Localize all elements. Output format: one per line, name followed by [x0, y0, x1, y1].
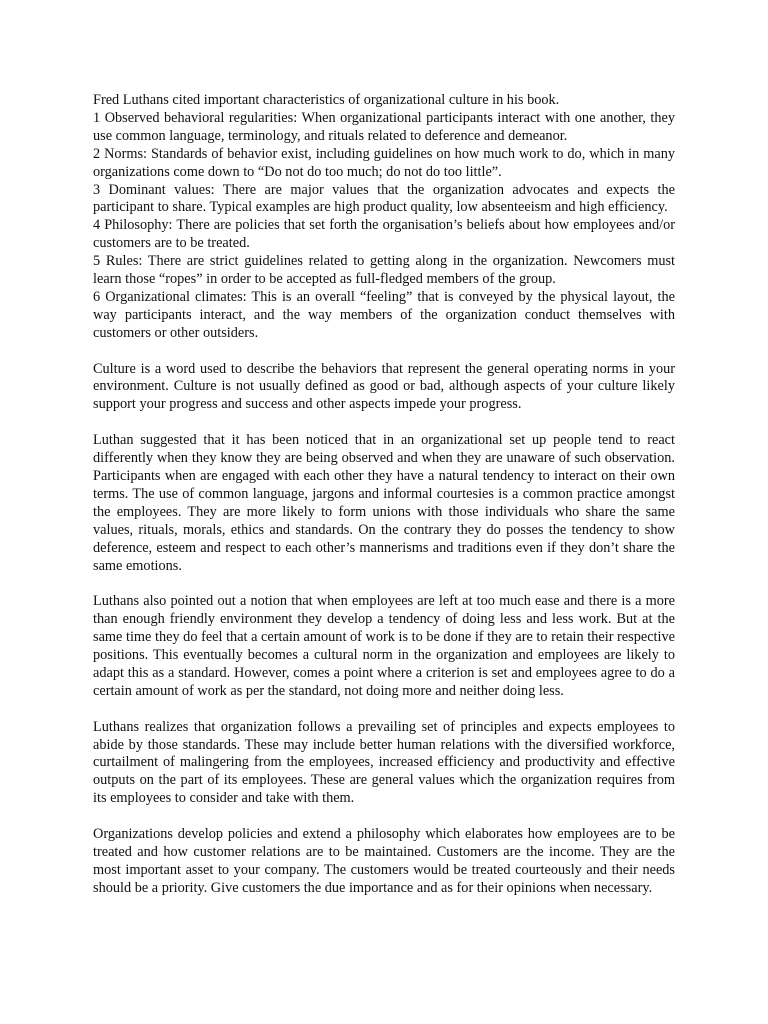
paragraph-observed-behavior: Luthan suggested that it has been noticed that in an organizational set up people tend to react differently when they know they are being observed and when they are unaware of such observation. Participants when are engaged with each other they have a natural tendency to interact on their own terms. The use of common language, jargons and informal courtesies is a common practice amongst the employees. They are more likely to form unions with those individuals who share the same values, rituals, morals, ethics and standards. On the contrary they do posses the tendency to show deference, esteem and respect to each other’s mannerisms and traditions even if they don’t share the same emotions. [93, 432, 675, 574]
characteristic-5: 5 Rules: There are strict guidelines related to getting along in the organization. Newcomers must learn those “ropes” in order to be accepted as full-fledged members of the group. [93, 253, 675, 288]
document-page [93, 92, 675, 898]
paragraph-norms: Luthans also pointed out a notion that when employees are left at too much ease and there is a more than enough friendly environment they develop a tendency of doing less and less work. But at the same time they do feel that a certain amount of work is to be done if they are to retain their respective positions. This eventually becomes a cultural norm in the organization and employees are likely to adapt this as a standard. However, comes a point where a criterion is set and employees agree to do a certain amount of work as per the standard, not doing more and neither doing less. [93, 593, 675, 699]
characteristic-4: 4 Philosophy: There are policies that set forth the organisation’s beliefs about how employees and/or customers are to be treated. [93, 217, 675, 252]
characteristic-1: 1 Observed behavioral regularities: When organizational participants interact with one another, they use common language, terminology, and rituals related to deference and demeanor. [93, 109, 675, 144]
characteristic-3: 3 Dominant values: There are major values that the organization advocates and expects the participant to share. Typical examples are high product quality, low absenteeism and high efficiency. [93, 181, 675, 216]
paragraph-culture-definition: Culture is a word used to describe the behaviors that represent the general operating norms in your environment. Culture is not usually defined as good or bad, although aspects of your culture likely support your progress and success and other aspects impede your progress. [93, 360, 675, 413]
characteristic-2: 2 Norms: Standards of behavior exist, including guidelines on how much work to do, which in many organizations come down to “Do not do too much; do not do too little”. [93, 145, 675, 180]
characteristic-6: 6 Organizational climates: This is an overall “feeling” that is conveyed by the physical layout, the way participants interact, and the way members of the organization conduct themselves with customers or other outsiders. [93, 288, 675, 341]
paragraph-philosophy: Organizations develop policies and extend a philosophy which elaborates how employees are to be treated and how customer relations are to be maintained. Customers are the income. They are the most important asset to your company. The customers would be treated courteously and their needs should be a priority. Give customers the due importance and as for their opinions when necessary. [93, 826, 675, 896]
paragraph-values: Luthans realizes that organization follows a prevailing set of principles and expects employees to abide by those standards. These may include better human relations with the diversified workforce, curtailment of malingering from the employees, increased efficiency and productivity and effective outputs on the part of its employees. These are general values which the organization requires from its employees to consider and take with them. [93, 718, 675, 807]
intro-line: Fred Luthans cited important characteristics of organizational culture in his book. [93, 92, 560, 108]
